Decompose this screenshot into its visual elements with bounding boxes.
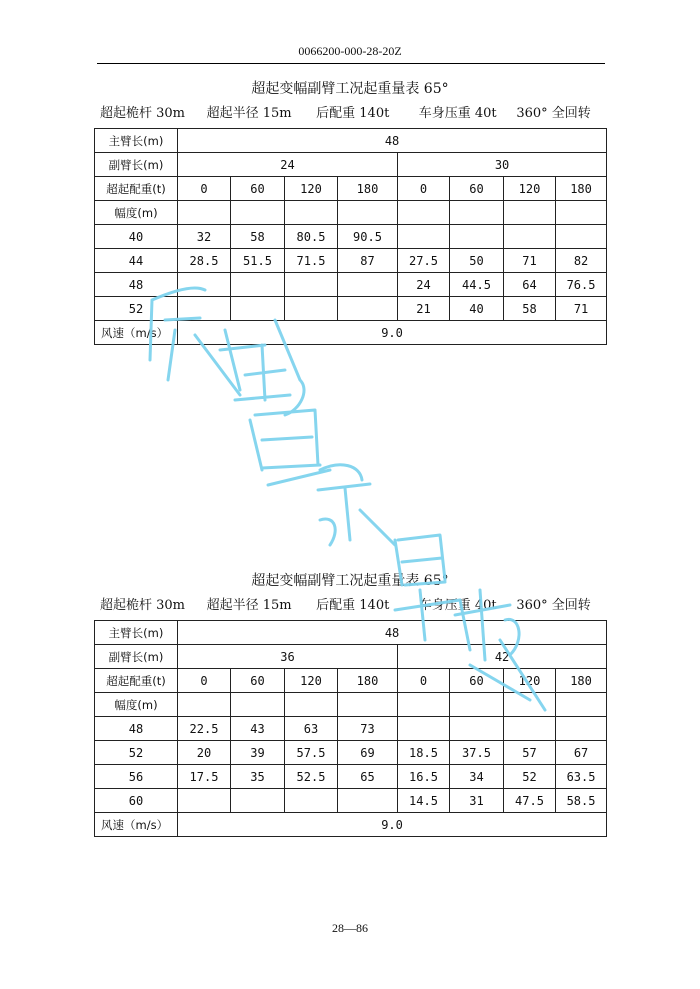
table-cell [398,693,450,717]
superlift-value: 180 [556,177,607,201]
superlift-value: 0 [178,669,231,693]
parameter-line [100,100,606,128]
superlift-value: 60 [450,177,504,201]
radius-value: 40 [95,225,178,249]
superlift-value: 0 [178,177,231,201]
capacity-cell [231,297,285,321]
capacity-cell: 43 [231,717,285,741]
param-carbody-weight: 车身压重 40t [418,598,497,613]
capacity-cell: 52.5 [285,765,338,789]
table-row [95,717,607,741]
radius-value: 60 [95,789,178,813]
capacity-cell: 31 [450,789,504,813]
superlift-value: 60 [450,669,504,693]
superlift-value: 0 [398,177,450,201]
superlift-label: 超起配重(t) [95,669,178,693]
table-cell [504,693,556,717]
superlift-value: 180 [338,177,398,201]
capacity-cell: 28.5 [178,249,231,273]
capacity-cell: 50 [450,249,504,273]
capacity-cell: 73 [338,717,398,741]
table-row [95,645,607,669]
table-row [95,789,607,813]
radius-value: 44 [95,249,178,273]
table-cell [450,201,504,225]
capacity-cell: 37.5 [450,741,504,765]
capacity-cell: 40 [450,297,504,321]
table-row [95,621,607,645]
superlift-value: 180 [338,669,398,693]
capacity-cell [178,297,231,321]
jib-label: 副臂长(m) [95,645,178,669]
capacity-cell: 57 [504,741,556,765]
superlift-value: 120 [504,177,556,201]
capacity-cell: 47.5 [504,789,556,813]
radius-label: 幅度(m) [95,693,178,717]
wind-speed-label: 风速（m/s） [95,321,178,345]
param-superlift-mast: 超起桅杆 30m [100,598,186,613]
header-rule [97,63,605,64]
superlift-value: 120 [285,669,338,693]
radius-value: 48 [95,717,178,741]
jib-value: 42 [398,645,607,669]
table-row [95,693,607,717]
capacity-cell [178,273,231,297]
capacity-cell: 22.5 [178,717,231,741]
param-counterweight: 后配重 140t [316,598,390,613]
radius-value: 52 [95,297,178,321]
capacity-cell: 52 [504,765,556,789]
table-row [95,741,607,765]
capacity-cell: 17.5 [178,765,231,789]
table-cell [398,201,450,225]
capacity-cell [338,273,398,297]
superlift-value: 120 [285,177,338,201]
parameter-line [100,592,606,620]
table-row [95,273,607,297]
capacity-cell [556,225,607,249]
header-code: 0066200-000-28-20Z [298,44,402,58]
capacity-cell: 35 [231,765,285,789]
capacity-cell: 21 [398,297,450,321]
capacity-cell [398,717,450,741]
capacity-cell [178,789,231,813]
capacity-cell: 58.5 [556,789,607,813]
main-boom-value: 48 [178,621,607,645]
capacity-cell [450,717,504,741]
table-row [95,765,607,789]
radius-value: 56 [95,765,178,789]
param-counterweight: 后配重 140t [316,106,390,121]
capacity-cell [285,273,338,297]
load-chart-section-1 [94,78,606,345]
capacity-cell [450,225,504,249]
capacity-cell: 87 [338,249,398,273]
superlift-value: 180 [556,669,607,693]
radius-value: 48 [95,273,178,297]
capacity-cell [338,297,398,321]
table-cell [556,201,607,225]
param-carbody-weight: 车身压重 40t [418,106,497,121]
table-cell [450,693,504,717]
main-boom-value: 48 [178,129,607,153]
table-cell [338,201,398,225]
table-cell [178,201,231,225]
wind-speed-value: 9.0 [178,321,607,345]
capacity-cell: 16.5 [398,765,450,789]
table-row [95,225,607,249]
watermark-stroke [250,410,330,485]
table-cell [285,201,338,225]
wind-speed-value: 9.0 [178,813,607,837]
table-row [95,177,607,201]
capacity-cell: 44.5 [450,273,504,297]
capacity-cell: 58 [504,297,556,321]
capacity-cell: 57.5 [285,741,338,765]
table-row [95,669,607,693]
capacity-cell [398,225,450,249]
watermark-stroke [318,465,395,545]
param-superlift-mast: 超起桅杆 30m [100,106,186,121]
capacity-cell: 64 [504,273,556,297]
superlift-value: 60 [231,177,285,201]
capacity-cell: 82 [556,249,607,273]
superlift-value: 60 [231,669,285,693]
main-boom-label: 主臂长(m) [95,129,178,153]
capacity-cell [231,789,285,813]
param-superlift-radius: 超起半径 15m [206,598,292,613]
table-row [95,129,607,153]
capacity-cell: 71 [556,297,607,321]
superlift-value: 0 [398,669,450,693]
capacity-cell: 67 [556,741,607,765]
table-cell [231,201,285,225]
table-cell [285,693,338,717]
capacity-cell: 71 [504,249,556,273]
jib-label: 副臂长(m) [95,153,178,177]
table-cell [556,693,607,717]
capacity-cell [504,717,556,741]
param-slewing: 360° 全回转 [516,106,591,121]
table-cell [231,693,285,717]
page-number: 28—86 [332,921,368,935]
capacity-cell [338,789,398,813]
capacity-cell [504,225,556,249]
capacity-cell: 32 [178,225,231,249]
capacity-cell: 71.5 [285,249,338,273]
capacity-cell: 80.5 [285,225,338,249]
main-boom-label: 主臂长(m) [95,621,178,645]
capacity-cell: 69 [338,741,398,765]
capacity-cell: 63.5 [556,765,607,789]
capacity-cell: 34 [450,765,504,789]
table-title: 超起变幅副臂工况起重量表 65° [251,81,449,97]
load-table [94,128,607,345]
capacity-cell: 20 [178,741,231,765]
capacity-cell [285,789,338,813]
radius-label: 幅度(m) [95,201,178,225]
jib-value: 24 [178,153,398,177]
table-row [95,201,607,225]
capacity-cell: 76.5 [556,273,607,297]
capacity-cell: 24 [398,273,450,297]
superlift-label: 超起配重(t) [95,177,178,201]
table-row [95,813,607,837]
capacity-cell: 65 [338,765,398,789]
load-table [94,620,607,837]
table-row [95,249,607,273]
capacity-cell: 90.5 [338,225,398,249]
superlift-value: 120 [504,669,556,693]
capacity-cell: 18.5 [398,741,450,765]
table-cell [504,201,556,225]
param-superlift-radius: 超起半径 15m [206,106,292,121]
jib-value: 30 [398,153,607,177]
jib-value: 36 [178,645,398,669]
capacity-cell: 27.5 [398,249,450,273]
table-row [95,297,607,321]
capacity-cell: 39 [231,741,285,765]
wind-speed-label: 风速（m/s） [95,813,178,837]
table-cell [178,693,231,717]
table-row [95,153,607,177]
table-cell [338,693,398,717]
capacity-cell: 51.5 [231,249,285,273]
capacity-cell: 14.5 [398,789,450,813]
capacity-cell: 63 [285,717,338,741]
capacity-cell [285,297,338,321]
capacity-cell [556,717,607,741]
load-chart-section-2 [94,570,606,837]
capacity-cell: 58 [231,225,285,249]
radius-value: 52 [95,741,178,765]
table-row [95,321,607,345]
table-title: 超起变幅副臂工况起重量表 65° [251,573,449,589]
capacity-cell [231,273,285,297]
param-slewing: 360° 全回转 [516,598,591,613]
